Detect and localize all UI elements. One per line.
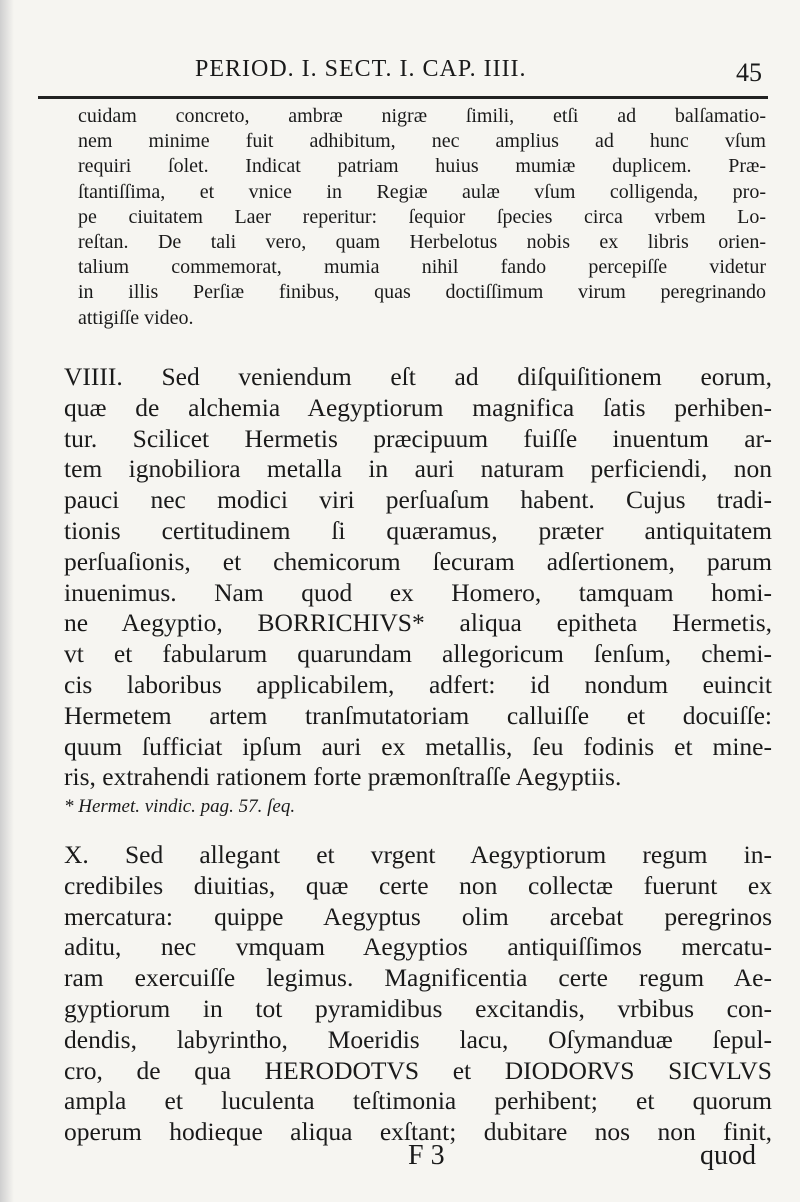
text-line: requiri ſolet. Indicat patriam huius mumiæ duplicem. Præ- (78, 155, 766, 178)
text-line: tem ignobiliora metalla in auri naturam perficiendi, non (64, 454, 772, 484)
page-edge-shadow (0, 0, 14, 1202)
text-line: vt et fabularum quarundam allegoricum ſenſum, chemi- (64, 639, 772, 669)
text-line: nem minime fuit adhibitum, nec amplius ad hunc vſum (78, 130, 766, 153)
text-line: dendis, labyrintho, Moeridis lacu, Oſymanduæ ſepul- (64, 1024, 772, 1054)
text-line: cis laboribus applicabilem, adfert: id nondum euincit (64, 669, 772, 699)
text-line: VIIII. Sed veniendum eſt ad diſquiſitionem eorum, (64, 362, 772, 391)
section-x (64, 840, 772, 1148)
catchword: quod (700, 1140, 756, 1171)
text-line: perſuaſionis, et chemicorum ſecuram adſertionem, parum (64, 546, 772, 576)
signature-mark: F 3 (408, 1140, 445, 1171)
text-line: gyptiorum in tot pyramidibus excitandis, vrbibus con- (64, 993, 772, 1023)
text-line: in illis Perſiæ finibus, quas doctiſſimum virum peregrinando (78, 281, 766, 304)
running-head: PERIOD. I. SECT. I. CAP. IIII. (195, 56, 527, 82)
text-line: X. Sed allegant et vrgent Aegyptiorum regum in- (64, 840, 772, 869)
text-line: quæ de alchemia Aegyptiorum magnifica ſatis perhiben- (64, 392, 772, 422)
text-line: ram exercuiſſe legimus. Magnificentia certe regum Ae- (64, 963, 772, 993)
text-line: ſtantiſſima, et vnice in Regiæ aulæ vſum colligenda, pro- (78, 180, 766, 203)
header-rule (38, 96, 768, 99)
text-line: pauci nec modici viri perſuaſum habent. Cujus tradi- (64, 485, 772, 515)
text-line: inuenimus. Nam quod ex Homero, tamquam homi- (64, 577, 772, 607)
continued-paragraph (78, 104, 766, 331)
footnote: * Hermet. vindic. pag. 57. ſeq. (64, 796, 296, 817)
text-line: attigiſſe video. (78, 306, 194, 329)
text-line: ampla et luculenta teſtimonia perhibent; et quorum (64, 1086, 772, 1116)
text-line: tionis certitudinem ſi quæramus, præter antiquitatem (64, 515, 772, 545)
page-number: 45 (736, 58, 762, 87)
text-line: credibiles diuitias, quæ certe non collectæ fuerunt ex (64, 870, 772, 900)
text-line: Hermetem artem tranſmutatoriam calluiſſe et docuiſſe: (64, 700, 772, 730)
text-line: talium commemorat, mumia nihil fando percepiſſe videtur (78, 256, 766, 279)
text-line: quum ſufficiat ipſum auri ex metallis, ſeu fodinis et mine- (64, 731, 772, 761)
text-line: ne Aegyptio, BORRICHIVS* aliqua epitheta Hermetis, (64, 608, 772, 638)
text-line: operum hodieque aliqua exſtant; dubitare nos non finit, (64, 1117, 772, 1147)
text-line: cro, de qua HERODOTVS et DIODORVS SICVLVS (64, 1055, 772, 1085)
text-line: aditu, nec vmquam Aegyptios antiquiſſimos mercatu- (64, 932, 772, 962)
text-line: mercatura: quippe Aegyptus olim arcebat peregrinos (64, 901, 772, 931)
text-line: reſtan. De tali vero, quam Herbelotus nobis ex libris orien- (78, 231, 766, 254)
text-line: tur. Scilicet Hermetis præcipuum fuiſſe inuentum ar- (64, 423, 772, 453)
text-line: ris, extrahendi rationem forte præmonſtraſſe Aegyptiis. (64, 762, 622, 792)
text-line: pe ciuitatem Laer reperitur: ſequior ſpecies circa vrbem Lo- (78, 205, 766, 228)
text-line: cuidam concreto, ambræ nigræ ſimili, etſi ad balſamatio- (78, 105, 766, 127)
page-header (40, 56, 770, 96)
section-viiii (64, 362, 772, 793)
